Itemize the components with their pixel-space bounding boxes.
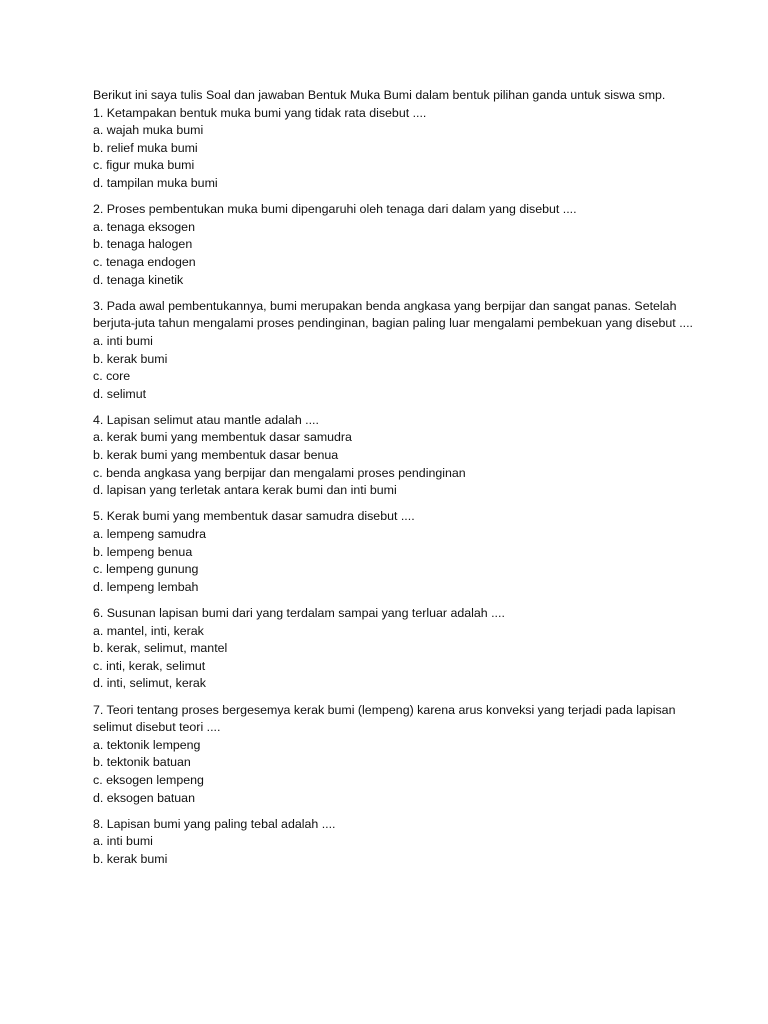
- question-text: 4. Lapisan selimut atau mantle adalah ....: [93, 412, 319, 427]
- question-8: [93, 816, 693, 869]
- option-list: [93, 122, 693, 192]
- question-text: 6. Susunan lapisan bumi dari yang terdalam sampai yang terluar adalah ....: [93, 606, 505, 620]
- question-5: [93, 508, 693, 596]
- option-d: d. inti, selimut, kerak: [93, 676, 206, 691]
- option-b: b. lempeng benua: [93, 544, 193, 559]
- option-d: d. tenaga kinetik: [93, 272, 184, 287]
- question-text: 1. Ketampakan bentuk muka bumi yang tidak rata disebut ....: [93, 105, 427, 120]
- option-a: a. inti bumi: [93, 333, 153, 348]
- option-list: [93, 333, 693, 403]
- option-a: a. tenaga eksogen: [93, 219, 195, 234]
- question-6: [93, 605, 693, 693]
- option-b: b. tenaga halogen: [93, 237, 193, 252]
- option-d: d. lempeng lembah: [93, 579, 199, 594]
- option-d: d. tampilan muka bumi: [93, 175, 218, 190]
- option-a: a. inti bumi: [93, 834, 153, 849]
- option-c: c. benda angkasa yang berpijar dan mengalami proses pendinginan: [93, 465, 466, 480]
- option-c: c. figur muka bumi: [93, 158, 195, 173]
- question-7: [93, 702, 693, 808]
- option-b: b. kerak bumi yang membentuk dasar benua: [93, 448, 339, 463]
- question-3: [93, 298, 693, 404]
- question-1: [93, 105, 693, 193]
- option-list: [93, 623, 693, 693]
- option-d: d. lapisan yang terletak antara kerak bumi dan inti bumi: [93, 483, 397, 498]
- intro-paragraph: Berikut ini saya tulis Soal dan jawaban Bentuk Muka Bumi dalam bentuk pilihan ganda untuk siswa smp.: [93, 88, 666, 102]
- option-list: [93, 737, 693, 807]
- question-text: 3. Pada awal pembentukannya, bumi merupakan benda angkasa yang berpijar dan sangat panas. Setelah berjuta-juta tahun mengalami proses pendinginan, bagian paling luar mengalami pembekuan yang disebut ....: [93, 298, 693, 331]
- option-a: a. mantel, inti, kerak: [93, 623, 204, 638]
- question-text: 7. Teori tentang proses bergesemya kerak bumi (lempeng) karena arus konveksi yang terjadi pada lapisan selimut disebut teori ....: [93, 702, 676, 735]
- option-c: c. eksogen lempeng: [93, 772, 204, 787]
- option-b: b. relief muka bumi: [93, 140, 198, 155]
- option-b: b. kerak bumi: [93, 351, 168, 366]
- option-a: a. wajah muka bumi: [93, 123, 204, 138]
- question-text: 8. Lapisan bumi yang paling tebal adalah ....: [93, 816, 336, 831]
- option-c: c. lempeng gunung: [93, 562, 199, 577]
- option-c: c. tenaga endogen: [93, 254, 196, 269]
- question-2: [93, 201, 693, 289]
- option-b: b. kerak bumi: [93, 851, 168, 866]
- option-a: a. tektonik lempeng: [93, 737, 201, 752]
- option-a: a. lempeng samudra: [93, 527, 206, 542]
- question-text: 5. Kerak bumi yang membentuk dasar samudra disebut ....: [93, 509, 415, 524]
- option-d: d. eksogen batuan: [93, 790, 195, 805]
- option-b: b. kerak, selimut, mantel: [93, 641, 228, 656]
- option-list: [93, 833, 693, 868]
- option-c: c. core: [93, 369, 131, 384]
- option-list: [93, 526, 693, 596]
- option-b: b. tektonik batuan: [93, 755, 191, 770]
- option-a: a. kerak bumi yang membentuk dasar samudra: [93, 430, 352, 445]
- option-d: d. selimut: [93, 386, 147, 401]
- option-list: [93, 219, 693, 289]
- question-text: 2. Proses pembentukan muka bumi dipengaruhi oleh tenaga dari dalam yang disebut ....: [93, 202, 577, 217]
- option-c: c. inti, kerak, selimut: [93, 658, 206, 673]
- document-page: [93, 87, 693, 877]
- option-list: [93, 429, 693, 499]
- question-4: [93, 412, 693, 500]
